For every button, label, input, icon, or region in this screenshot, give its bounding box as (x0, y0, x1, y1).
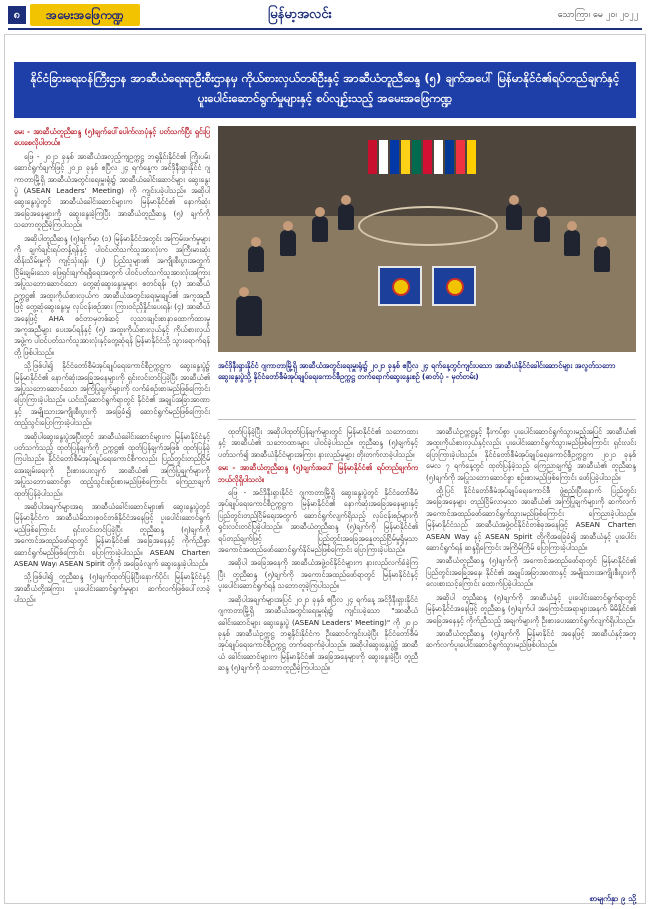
asean-logo-sign-right (432, 266, 476, 306)
photo-attendee (312, 216, 328, 242)
photo-attendee (564, 230, 580, 256)
page-number: ၈ (8, 6, 26, 24)
photo-attendee (280, 230, 296, 256)
body-paragraph: ထုတ်ပြန်ခဲ့ပြီး အဆိုပါထုတ်ပြန်ချက်များတွင် မြန်မာနိုင်ငံ၏ သဘောထားနှင့် အာဆီယံ၏ သဘောထားများ ပါဝင်ခဲ့ပါသည်။ တူညီဆန္ဒ (၅)ချက်နှင့်ပတ်သက်၍ အာဆီယံနိုင်ငံများအကြား နားလည်မှုများ တိုးတက်လာခဲ့ပါသည်။ (218, 427, 418, 459)
body-paragraph: ဖြေ - အင်ဒိုနီးရှားနိုင်ငံ ဂျကာတာမြို့ရှိ ဆွေးနွေးပွဲတွင် နိုင်ငံတော်စီမံအုပ်ချုပ်ရေးကောင်စီဥက္ကဋ္ဌက မြန်မာနိုင်ငံ၏ နောက်ဆုံးအခြေအနေများနှင့် ပြည်တွင်းတည်ငြိမ်ရေးအတွက် ဆောင်ရွက်လျက်ရှိသည့် လုပ်ငန်းစဉ်များကို ရှင်းလင်းတင်ပြခဲ့ပါသည်။ အာဆီယံတူညီဆန္ဒ (၅)ချက်ကို မြန်မာနိုင်ငံ၏ ရပ်တည်ချက်ဖြင့် ပြည်တွင်းအခြေအနေတည်ငြိမ်မှုရှိမှသာ အကောင်အထည်ဖော်ဆောင်ရွက်နိုင်မည်ဖြစ်ကြောင်း ပြောကြားခဲ့ပါသည်။ (218, 488, 418, 555)
issue-date: သောကြာ၊ မေ ၂၀၊ ၂၀၂၂ (557, 10, 638, 20)
header-rule (8, 28, 642, 30)
body-paragraph: အဆိုပါအချက်များအပြင် ၂၀၂၁ ခုနှစ် ဧပြီလ ၂၄ ရက်နေ့ အင်ဒိုနီးရှားနိုင်ငံ ဂျကာတာမြို့ရှိ အာဆီယံအတွင်းရေးမှူးရုံး၌ ကျင်းပခဲ့သော "အာဆီယံခေါင်းဆောင်များ ဆွေးနွေးပွဲ (ASEAN Leaders' Meeting)" ကို ၂၀၂၁ ခုနှစ် အာဆီယံဥက္ကဋ္ဌ ဘရူနိုင်းနိုင်ငံက ဦးဆောင်ကျင်းပခဲ့ပြီး နိုင်ငံတော်စီမံအုပ်ချုပ်ရေးကောင်စီဥက္ကဋ္ဌ တက်ရောက်ခဲ့ပါသည်။ အဆိုပါဆွေးနွေးပွဲ၌ အာဆီယံ ခေါင်းဆောင်များက မြန်မာနိုင်ငံ၏ အခြေအနေများကို ဆွေးနွေးခဲ့ပြီး တူညီဆန္ဒ (၅)ချက်ကို သဘောတူညီခဲ့ကြပါသည်။ (218, 594, 418, 673)
asean-logo-sign-left (378, 266, 422, 306)
photo-caption: အင်ဒိုနီးရှားနိုင်ငံ ဂျကာတာမြို့ရှိ အာဆီယံအတွင်းရေးမှူးရုံး၌ ၂၀၂၁ ခုနှစ် ဧပြီလ ၂၄ ရက်နေ့တွင်ကျင်းပသော အာဆီယံနိုင်ငံခေါင်းဆောင်များ အလွတ်သဘောဆွေးနွေးပွဲသို့ နိုင်ငံတော်စီမံအုပ်ချုပ်ရေးကောင်စီဥက္ကဋ္ဌ တက်ရောက်ဆွေးနွေးစဉ် (ဓာတ်ပုံ - မှတ်တမ်း) (218, 356, 636, 420)
body-paragraph: ထို့ပြင် နိုင်ငံတော်စီမံအုပ်ချုပ်ရေးကောင်စီ ဖွဲ့စည်းပြီးနောက် ပြည်တွင်းအခြေအနေများ တည်ငြိမ်လာမှသာ အာဆီယံ၏ အကြံပြုချက်များကို ဆက်လက်အကောင်အထည်ဖော်ဆောင်ရွက်သွားမည်ဖြစ်ကြောင်း ကြေညာခဲ့ပါသည်။ မြန်မာနိုင်ငံသည် အာဆီယံအဖွဲ့ဝင်နိုင်ငံတစ်ခုအနေဖြင့် ASEAN Charter၊ ASEAN Way နှင့် ASEAN Spirit တို့ကိုအခြေခံ၍ အာဆီယံနှင့် ပူးပေါင်းဆောင်ရွက်ရန် ဆန္ဒရှိကြောင်း အကြိမ်ကြိမ် ပြောကြားခဲ့ပါသည်။ (426, 486, 636, 553)
asean-emblem-icon (446, 278, 464, 296)
meeting-photo (218, 126, 636, 352)
body-paragraph: သို့ဖြစ်ပါ၍ နိုင်ငံတော်စီမံအုပ်ချုပ်ရေးကောင်စီဥက္ကဋ္ဌက ဆွေးနွေးပွဲ၌ မြန်မာနိုင်ငံ၏ နောက်ဆုံးအခြေအနေများကို ရှင်းလင်းတင်ပြခဲ့ပြီး အာဆီယံ၏ အပြုသဘောဆောင်သော အကြံပြုချက်များကို လက်ခံစဉ်းစားမည်ဖြစ်ကြောင်း ပြောကြားခဲ့ပါသည်။ ယင်းသို့ဆောင်ရွက်ရာတွင် နိုင်ငံ၏ အချုပ်အခြာအာဏာနှင့် အမျိုးသားအကျိုးစီးပွားကို အခြေခံ၍ ဆောင်ရွက်မည်ဖြစ်ကြောင်း ထည့်သွင်းပြောကြားခဲ့ပါသည်။ (14, 361, 210, 428)
page-header (0, 0, 650, 30)
body-paragraph: ဖြေ - ၂၀၂၁ ခုနှစ် အာဆီယံအလှည့်ကျဥက္ကဋ္ဌ ဘရူနိုင်းနိုင်ငံ၏ ကြိုးပမ်းဆောင်ရွက်ချက်ဖြင့် ၂၀၂၁ ခုနှစ် ဧပြီလ ၂၄ ရက်နေ့က အင်ဒိုနီးရှားနိုင်ငံ ဂျကာတာမြို့ရှိ အာဆီယံအတွင်းရေးမှူးရုံး၌ အာဆီယံခေါင်းဆောင်များ ဆွေးနွေးပွဲ (ASEAN Leaders' Meeting) ကို ကျင်းပခဲ့ပါသည်။ အဆိုပါဆွေးနွေးပွဲတွင် အာဆီယံခေါင်းဆောင်များက မြန်မာနိုင်ငံ၏ နောက်ဆုံးအခြေအနေများကို ဆွေးနွေးခဲ့ကြပြီး အာဆီယံတူညီဆန္ဒ (၅) ချက်ကို သဘောတူညီခဲ့ကြပါသည်။ (14, 151, 210, 230)
body-paragraph: အဆိုပါတူညီဆန္ဒ (၅)ချက်မှာ (၁) မြန်မာနိုင်ငံအတွင်း အကြမ်းဖက်မှုများကို ချက်ချင်းရပ်တန့်ရန်နှင့် ပါဝင်ပတ်သက်သူအားလုံးက အကြီးမားဆုံး ထိန်းသိမ်းမှုကို ကျင့်သုံးရန်၊ (၂) ပြည်သူများ၏ အကျိုးစီးပွားအတွက် ငြိမ်းချမ်းသော ဖြေရှင်းချက်ရရှိရေးအတွက် ပါဝင်ပတ်သက်သူအားလုံးအကြား အပြုသဘောဆောင်သော တွေ့ဆုံဆွေးနွေးမှုများ စတင်ရန်၊ (၃) အာဆီယံဥက္ကဋ္ဌ၏ အထူးကိုယ်စားလှယ်က အာဆီယံအတွင်းရေးမှူးချုပ်၏ အကူအညီဖြင့် တွေ့ဆုံဆွေးနွေးမှု လုပ်ငန်းစဉ်အား ကြားဝင်ညှိနှိုင်းပေးရန်၊ (၄) အာဆီယံအနေဖြင့် AHA စင်တာမှတစ်ဆင့် လူသားချင်းစာနာထောက်ထားမှု အကူအညီများ ပေးအပ်ရန်နှင့် (၅) အထူးကိုယ်စားလှယ်နှင့် ကိုယ်စားလှယ်အဖွဲ့က ပါဝင်ပတ်သက်သူအားလုံးနှင့်တွေ့ဆုံရန် မြန်မာနိုင်ငံသို့ သွားရောက်ရန်တို့ ဖြစ်ပါသည်။ (14, 233, 210, 357)
body-paragraph: သို့ဖြစ်ပါ၍ တူညီဆန္ဒ (၅)ချက်ထုတ်ပြန်ပြီးနောက်ပိုင်း မြန်မာနိုင်ငံနှင့် အာဆီယံတို့အကြား ပူးပေါင်းဆောင်ရွက်မှုများ ဆက်လက်ဖြစ်ပေါ်လာခဲ့ပါသည်။ (14, 572, 210, 605)
middle-column (218, 426, 418, 896)
flag-row (368, 140, 488, 180)
continued-note: စာမျက်နှာ ၉ သို့ (589, 894, 636, 903)
photo-round-table (358, 206, 498, 246)
body-paragraph: အာဆီယံတူညီဆန္ဒ (၅)ချက်ကို မြန်မာနိုင်ငံ အနေဖြင့် အာဆီယံနှင့်အတူ ဆက်လက်ပူးပေါင်းဆောင်ရွက်သွားမည်ဖြစ်ပါသည်။ (426, 628, 636, 650)
photo-attendee (248, 246, 264, 272)
body-paragraph: အဆိုပါအချက်များအရ အာဆီယံခေါင်းဆောင်များ၏ ဆွေးနွေးပွဲတွင် မြန်မာနိုင်ငံက အာဆီယံမိသားစုဝင်တစ်နိုင်ငံအနေဖြင့် ပူးပေါင်းဆောင်ရွက်မည်ဖြစ်ကြောင်း ရှင်းလင်းတင်ပြခဲ့ပြီး တူညီဆန္ဒ (၅)ချက်ကို အကောင်အထည်ဖော်ရာတွင် မြန်မာနိုင်ငံ၏ အခြေအနေနှင့် ကိုက်ညီစွာ ဆောင်ရွက်မည်ဖြစ်ကြောင်း ပြောကြားခဲ့ပါသည်။ ASEAN Charter၊ ASEAN Way၊ ASEAN Spirit တို့ကို အခြေခံလျက် ဆွေးနွေးခဲ့ပါသည်။ (14, 502, 210, 569)
right-column (426, 426, 636, 896)
body-paragraph: အာဆီယံဥက္ကဋ္ဌနှင့် နီးကပ်စွာ ပူးပေါင်းဆောင်ရွက်သွားမည့်အပြင် အာဆီယံ၏ အထူးကိုယ်စားလှယ်နှင့်လည်း ပူးပေါင်းဆောင်ရွက်သွားမည်ဖြစ်ကြောင်း ရှင်းလင်းပြောကြားခဲ့ပါသည်။ နိုင်ငံတော်စီမံအုပ်ချုပ်ရေးကောင်စီဥက္ကဋ္ဌက ၂၀၂၁ ခုနှစ် မေလ ၇ ရက်နေ့တွင် ထုတ်ပြန်ခဲ့သည့် ကြေညာချက်၌ အာဆီယံ၏ တူညီဆန္ဒ (၅)ချက်ကို အပြုသဘောဆောင်စွာ စဉ်းစားမည်ဖြစ်ကြောင်း ဖော်ပြခဲ့ပါသည်။ (426, 427, 636, 482)
flag-icon (390, 140, 399, 174)
flag-icon (467, 140, 476, 174)
flag-icon (412, 140, 421, 174)
photo-attendee (594, 246, 610, 272)
flag-icon (423, 140, 432, 174)
body-paragraph: အဆိုပါ အခြေအနေကို အာဆီယံအဖွဲ့ဝင်နိုင်ငံများက နားလည်လက်ခံခဲ့ကြပြီး တူညီဆန္ဒ (၅)ချက်ကို အကောင်အထည်ဖော်ရာတွင် မြန်မာနိုင်ငံနှင့် ပူးပေါင်းဆောင်ရွက်ရန် သဘောတူခဲ့ကြပါသည်။ (218, 558, 418, 591)
flag-icon (401, 140, 410, 174)
flag-icon (445, 140, 454, 174)
newspaper-name: မြန်မာ့အလင်း (268, 7, 332, 22)
question-subhead: မေး - အာဆီယံတူညီဆန္ဒ (၅)ချက်ပေါ်ပေါက်လာပုံနှင့် ပတ်သက်ပြီး ရှင်းပြပေးစေလိုပါတယ်။ (14, 127, 210, 148)
flag-icon (368, 140, 377, 174)
section-tag: အမေးအဖြေကဏ္ဍ (30, 4, 140, 26)
photo-attendee (534, 216, 550, 242)
asean-emblem-icon (392, 278, 410, 296)
flag-icon (434, 140, 443, 174)
body-paragraph: အဆိုပါ တူညီဆန္ဒ (၅)ချက်ကို အာဆီယံနှင့် ပူးပေါင်းဆောင်ရွက်ရာတွင် မြန်မာနိုင်ငံအနေဖြင့် တူညီဆန္ဒ (၅)ချက်ပါ အကြောင်းအရာများအနက် မိမိနိုင်ငံ၏ အခြေအနေနှင့် ကိုက်ညီသည့် အချက်များကို ဦးစားပေးဆောင်ရွက်လျက်ရှိပါသည်။ (426, 592, 636, 625)
photo-attendee (338, 204, 354, 230)
left-column (14, 126, 210, 896)
photo-attendee (506, 204, 522, 230)
headline: နိုင်ငံခြားရေးဝန်ကြီးဌာန အာဆီယံရေးရာဦးစီးဌာနမှ ကိုယ်စားလှယ်တစ်ဦးနှင့် အာဆီယံတူညီဆန္ဒ (၅) ချက်အပေါ် မြန်မာနိုင်ငံ၏ရပ်တည်ချက်နှင့် ပူးပေါင်းဆောင်ရွက်မှုများနှင့် စပ်လျဉ်းသည့် အမေးအဖြေကဏ္ဍ (14, 62, 636, 118)
question-subhead: မေး - အာဆီယံတူညီဆန္ဒ (၅)ချက်အပေါ် မြန်မာနိုင်ငံ၏ ရပ်တည်ချက်ကဘယ်လိုရှိပါသလဲ။ (218, 463, 418, 484)
body-paragraph: အာဆီယံတူညီဆန္ဒ (၅)ချက်ကို အကောင်အထည်ဖော်ရာတွင် မြန်မာနိုင်ငံ၏ ပြည်တွင်းအခြေအနေ၊ နိုင်ငံ၏ အချုပ်အခြာအာဏာနှင့် အမျိုးသားအကျိုးစီးပွားကို လေးစားသင့်ကြောင်း ထောက်ပြခဲ့ပါသည်။ (426, 556, 636, 589)
body-paragraph: အဆိုပါဆွေးနွေးပွဲအပြီးတွင် အာဆီယံခေါင်းဆောင်များက မြန်မာနိုင်ငံနှင့် ပတ်သက်သည့် ထုတ်ပြန်ချက်ကို ဥက္ကဋ္ဌ၏ ထုတ်ပြန်ချက်အဖြစ် ထုတ်ပြန်ခဲ့ကြပါသည်။ နိုင်ငံတော်စီမံအုပ်ချုပ်ရေးကောင်စီကလည်း ပြည်တွင်းတည်ငြိမ်အေးချမ်းရေးကို ဦးစားပေးလျက် အာဆီယံ၏ အကြံပြုချက်များကို အပြုသဘောဆောင်စွာ ထည့်သွင်းစဉ်းစားမည်ဖြစ်ကြောင်း ကြေညာချက်ထုတ်ပြန်ခဲ့ပါသည်။ (14, 431, 210, 498)
flag-icon (456, 140, 465, 174)
photo-attendee-foreground (236, 296, 262, 336)
flag-icon (379, 140, 388, 174)
